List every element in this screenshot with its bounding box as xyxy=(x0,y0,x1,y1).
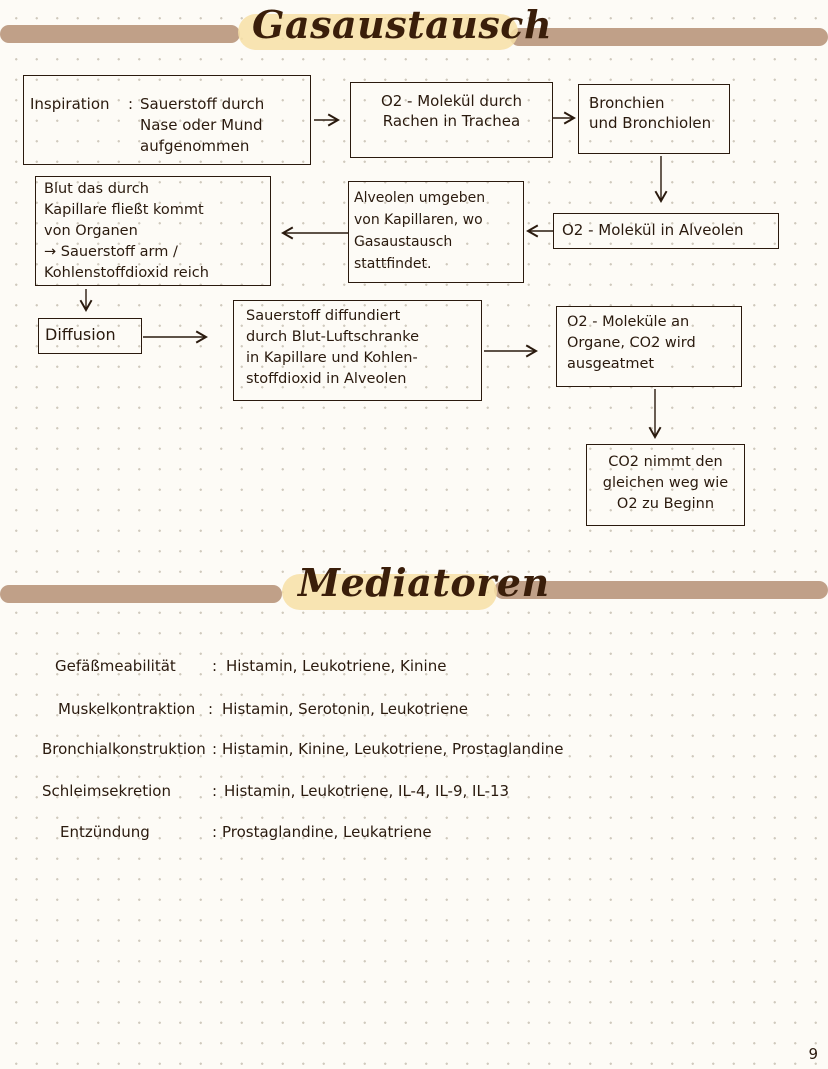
mediator-row-2 xyxy=(0,700,828,722)
o2-trachea-line-2: Rachen in Trachea xyxy=(382,112,521,130)
mediator-sep-3: : xyxy=(212,740,218,758)
box-bronchien xyxy=(578,84,730,154)
bronchien-line-2: und Bronchiolen xyxy=(589,114,712,132)
mediator-value-5: Prostaglandine, Leukatriene xyxy=(222,823,432,841)
blut-line-5: Kohlenstoffdioxid reich xyxy=(44,265,209,281)
mediator-sep-2: : xyxy=(208,700,214,718)
mediator-sep-5: : xyxy=(212,823,218,841)
o2-trachea-line-1: O2 - Molekül durch xyxy=(380,92,523,110)
mediator-row-4 xyxy=(0,782,828,804)
organe-line-3: ausgeatmet xyxy=(567,356,655,372)
blut-line-3: von Organen xyxy=(44,223,138,239)
box-o2-alveolen xyxy=(553,213,779,249)
page-number: 9 xyxy=(808,1045,818,1063)
mediator-label-3: Bronchialkonstruktion xyxy=(42,740,206,758)
section-title-mediatoren: Mediatoren xyxy=(298,560,550,605)
box-diffusion xyxy=(38,318,142,354)
sauerstoff-line-2: durch Blut-Luftschranke xyxy=(246,329,419,345)
inspiration-line-1: Sauerstoff durch xyxy=(140,95,265,113)
title-bar-left-2 xyxy=(0,585,282,603)
mediator-value-4: Histamin, Leukotriene, IL-4, IL-9, IL-13 xyxy=(224,782,510,800)
alveolen-line-3: Gasaustausch xyxy=(354,234,453,250)
mediator-sep-1: : xyxy=(212,657,218,675)
inspiration-label: Inspiration xyxy=(30,95,110,113)
mediator-value-3: Histamin, Kinine, Leukotriene, Prostaglandine xyxy=(222,740,564,758)
mediator-row-3 xyxy=(0,740,828,762)
sauerstoff-line-4: stoffdioxid in Alveolen xyxy=(246,371,407,387)
blut-line-4: → Sauerstoff arm / xyxy=(44,244,178,260)
sauerstoff-line-1: Sauerstoff diffundiert xyxy=(246,308,401,324)
alveolen-line-4: stattfindet. xyxy=(354,256,432,272)
mediator-row-5 xyxy=(0,823,828,845)
box-sauerstoff xyxy=(233,300,482,401)
bronchien-line-1: Bronchien xyxy=(589,94,665,112)
title-bar-right xyxy=(510,28,828,46)
inspiration-line-2: Nase oder Mund xyxy=(140,116,263,134)
box-o2-trachea xyxy=(350,82,553,158)
organe-line-2: Organe, CO2 wird xyxy=(567,335,696,351)
mediator-value-2: Histamin, Serotonin, Leukotriene xyxy=(222,700,469,718)
o2-alveolen-line-1: O2 - Molekül in Alveolen xyxy=(562,221,744,239)
mediator-label-2: Muskelkontraktion xyxy=(58,700,196,718)
mediator-sep-4: : xyxy=(212,782,218,800)
alveolen-line-1: Alveolen umgeben xyxy=(354,190,486,206)
blut-line-1: Blut das durch xyxy=(44,181,149,197)
co2-line-3: O2 zu Beginn xyxy=(616,496,715,512)
box-alveolen xyxy=(348,181,524,283)
mediator-row-1 xyxy=(0,657,828,679)
blut-line-2: Kapillare fließt kommt xyxy=(44,202,204,218)
mediator-label-1: Gefäßmeabilität xyxy=(55,657,176,675)
inspiration-sep: : xyxy=(128,95,134,113)
inspiration-line-3: aufgenommen xyxy=(140,137,250,155)
diffusion-line-1: Diffusion xyxy=(45,325,116,344)
section-title-gasaustausch: Gasaustausch xyxy=(252,2,553,47)
box-organe xyxy=(556,306,742,387)
mediator-label-4: Schleimsekretion xyxy=(42,782,171,800)
organe-line-1: O2 - Moleküle an xyxy=(567,314,690,330)
box-co2 xyxy=(586,444,745,526)
box-blut xyxy=(35,176,271,286)
sauerstoff-line-3: in Kapillare und Kohlen- xyxy=(246,350,418,366)
title-bar-left xyxy=(0,25,240,43)
alveolen-line-2: von Kapillaren, wo xyxy=(354,212,483,228)
mediator-value-1: Histamin, Leukotriene, Kinine xyxy=(226,657,447,675)
co2-line-2: gleichen weg wie xyxy=(602,475,729,491)
box-inspiration xyxy=(23,75,311,165)
co2-line-1: CO2 nimmt den xyxy=(608,454,723,470)
mediator-label-5: Entzündung xyxy=(60,823,150,841)
